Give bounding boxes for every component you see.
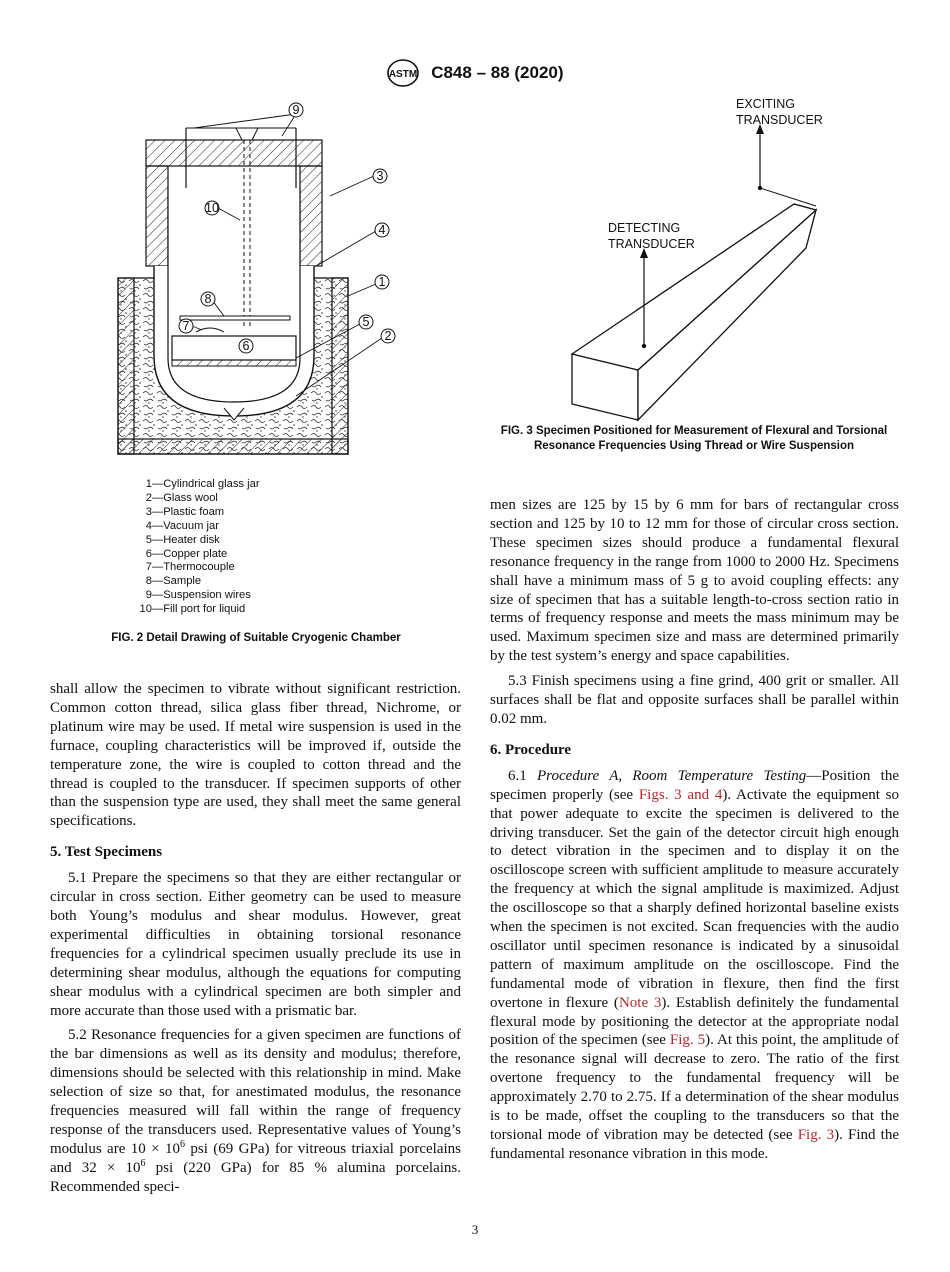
astm-logo-text: ASTM [389, 69, 418, 80]
link-note-3[interactable]: Note 3 [618, 994, 662, 1011]
standard-designation: C848 – 88 (2020) [431, 63, 564, 82]
link-figs-3-and-4[interactable]: Figs. 3 and 4 [638, 786, 723, 803]
paragraph-5-1: 5.1 Prepare the specimens so that they are either rectangular or circular in cross section. Either geometry can be used to measure both Young’s modulus and shear modulus. However, great experimental difficulties in obtaining torsional resonance frequencies for a cylindrical specimen usually preclude its use in determining shear modulus, although the equations for computing shear modulus with a cylindrical specimen are both simpler and more accurate than those used with a prismatic bar. [50, 870, 461, 1019]
fig2-caption: FIG. 2 Detail Drawing of Suitable Cryogenic Chamber [111, 632, 401, 644]
svg-text:9: 9 [292, 103, 300, 117]
detecting-label-line1: DETECTING [608, 221, 681, 235]
page-number: 3 [471, 1222, 479, 1237]
callout-1 [375, 275, 389, 289]
exciting-label-line2: TRANSDUCER [736, 113, 823, 127]
right-column [490, 496, 899, 1170]
svg-text:5: 5 [362, 315, 370, 329]
astm-logo-icon [386, 58, 420, 88]
legend-item: 1—Cylindrical glass jar [145, 478, 260, 490]
svg-text:6: 6 [242, 339, 250, 353]
callout-4 [375, 223, 389, 237]
svg-text:3: 3 [376, 169, 384, 183]
svg-text:7: 7 [182, 319, 190, 333]
detecting-label-line2: TRANSDUCER [608, 237, 695, 251]
section-heading-test-specimens: 5. Test Specimens [50, 844, 163, 861]
legend-item: 10—Fill port for liquid [139, 603, 246, 616]
svg-text:8: 8 [204, 292, 212, 306]
link-fig-3[interactable]: Fig. 3 [797, 1127, 835, 1143]
legend-item: 4—Vacuum jar [145, 519, 219, 532]
exciting-label-line1: EXCITING [736, 97, 796, 111]
legend-item: 3—Plastic foam [145, 505, 225, 518]
legend-item: 2—Glass wool [145, 491, 218, 504]
callout-2 [381, 329, 395, 343]
link-fig-5[interactable]: Fig. 5 [669, 1032, 706, 1049]
paragraph-5-2-continued: men sizes are 125 by 15 by 6 mm for bars of rectangular cross section and 125 by 10 to 12 mm for those of circular cross section. These specimen sizes should produce a fundamental flexural resonance frequency in the range from 1000 to 2000 Hz. Specimens shall have a minimum mass of 5 g to avoid coupling effects: any size of specimen that has a suitable length-to-cross section ratio in terms of frequency response and meets the mass minimum may be used. Maximum specimen size and mass are determined primarily by the test system’s energy and space capabilities. [490, 497, 899, 665]
legend-item: 6—Copper plate [145, 547, 228, 560]
paragraph-5-2: 5.2 Resonance frequencies for a given specimen are functions of the bar dimensions as well as its density and modulus; therefore, dimensions should be selected with this relationship in mind. Make selection of size so that, for anestimated modulus, the resonance frequencies measured will fall within the range of frequency response of the transducers used. Representative values of Young’s modulus are $10 \times 10^6$ psi (69 GPa) for vitreous triaxial porcelains and $32 \times 10^6$ psi (220 GPa) for 85 % alumina porcelains. Recommended speci- [50, 1027, 461, 1195]
svg-text:10: 10 [205, 201, 219, 215]
svg-text:2: 2 [384, 329, 392, 343]
paragraph-6-1: 6.1 Procedure A, Room Temperature Testing—Position the specimen properly (see Figs. 3 and 4). Activate the equipment so that power adequate to excite the specimen is delivered to the driving transducer. Set the gain of the detector circuit high enough to detect vibration in the specimen and to display it on the oscilloscope screen with sufficient amplitude to measure accurately the frequency at which the signal amplitude is maximized. Adjust the oscilloscope so that a sharply defined horizontal baseline exists when the specimen is not excited. Scan frequencies with the audio oscillator until specimen resonance is indicated by a sinusoidal pattern of maximum amplitude on the oscilloscope. Find the fundamental mode of vibration in flexure, then find the first overtone in flexure (Note 3). Establish definitely the fundamental flexural mode by positioning the detector at the appropriate nodal position of the specimen (see Fig. 5). At this point, the amplitude of the resonance signal will decrease to zero. The ratio of the first overtone frequency to the fundamental frequency will be approximately 2.70 to 2.75. If a determination of the shear modulus is to be made, offset the coupling to the transducers so that the torsional mode of vibration may be detected (see Fig. 3). Find the fundamental resonance vibration in this mode. [490, 767, 899, 1162]
callout-5 [359, 315, 373, 329]
svg-text:4: 4 [378, 223, 386, 237]
callout-6 [239, 339, 253, 353]
section-heading-procedure: 6. Procedure [490, 741, 572, 758]
legend-item: 5—Heater disk [145, 533, 220, 546]
legend-item: 8—Sample [145, 575, 202, 588]
paragraph-5-3: 5.3 Finish specimens using a fine grind, 400 grit or smaller. All surfaces shall be flat and opposite surfaces shall be parallel within 0.02 mm. [490, 673, 899, 727]
page-header [0, 58, 950, 88]
paragraph-continued: shall allow the specimen to vibrate without significant restriction. Common cotton thread, silica glass fiber thread, Nichrome, or platinum wire may be used. If metal wire suspension is used in the furnace, coupling characteristics will be improved if, outside the temperature zone, the wire is coupled to cotton thread and the thread is coupled to the transducer. If specimen supports of other than the suspension type are used, they shall meet the same general specifications. [50, 681, 461, 830]
fig3-caption: FIG. 3 Specimen Positioned for Measurement of Flexural and Torsional Resonance Frequencies Using Thread or Wire Suspension [500, 425, 888, 452]
callout-7 [179, 319, 193, 333]
fig2-cryogenic-chamber-drawing [100, 96, 420, 466]
fig2-legend [138, 478, 260, 617]
svg-text:1: 1 [378, 275, 386, 289]
callout-8 [201, 292, 215, 306]
callout-9 [289, 103, 303, 117]
fig3-specimen-suspension-drawing [520, 92, 920, 432]
legend-item: 9—Suspension wires [145, 589, 251, 602]
callout-3 [373, 169, 387, 183]
callout-10 [205, 201, 219, 215]
legend-item: 7—Thermocouple [145, 561, 235, 574]
left-column [50, 680, 461, 1203]
